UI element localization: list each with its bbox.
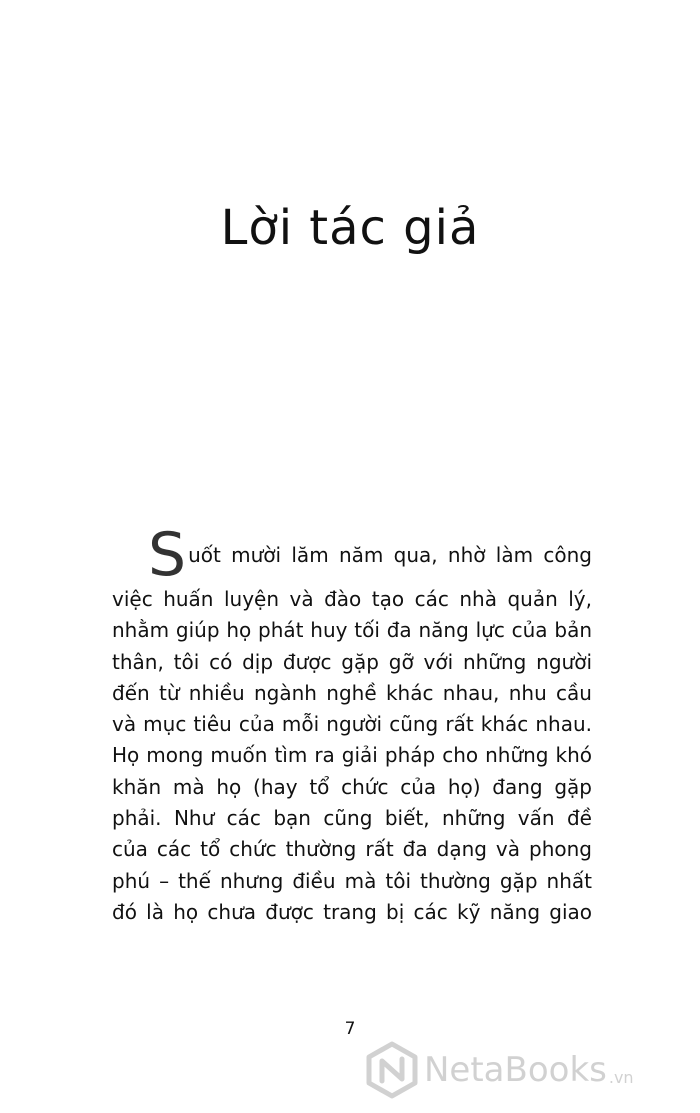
text-line-9: phải. Như các bạn cũng biết, những vấn đề [112, 806, 592, 831]
text-line-1 [112, 520, 592, 590]
text-line-5: đến từ nhiều ngành nghề khác nhau, nhu cầu [112, 680, 592, 705]
text-line-8: khăn mà họ (hay tổ chức của họ) đang gặp [112, 774, 592, 799]
text-line-3: nhằm giúp họ phát huy tối đa năng lực của bản [112, 618, 592, 643]
text-line-2: việc huấn luyện và đào tạo các nhà quản lý, [112, 587, 592, 611]
body-text [112, 520, 592, 928]
text-line-12: đó là họ chưa được trang bị các kỹ năng giao [112, 899, 592, 924]
watermark-suffix: .vn [608, 1067, 634, 1087]
netabooks-logo-icon [366, 1041, 418, 1099]
first-line-text: uốt mười lăm năm qua, nhờ làm công [188, 543, 592, 567]
text-line-7: Họ mong muốn tìm ra giải pháp cho những khó [112, 743, 592, 768]
text-line-11: phú – thế nhưng điều mà tôi thường gặp nhất [112, 868, 592, 893]
text-line-6: và mục tiêu của mỗi người cũng rất khác nhau. [112, 712, 592, 737]
watermark-text: NetaBooks [424, 1050, 607, 1090]
text-line-4: thân, tôi có dịp được gặp gỡ với những người [112, 649, 592, 674]
page-title: Lời tác giả [220, 200, 480, 257]
watermark [366, 1040, 634, 1100]
drop-cap: S [148, 520, 187, 590]
page-number: 7 [344, 1019, 356, 1039]
text-line-10: của các tổ chức thường rất đa dạng và phong [112, 837, 592, 862]
